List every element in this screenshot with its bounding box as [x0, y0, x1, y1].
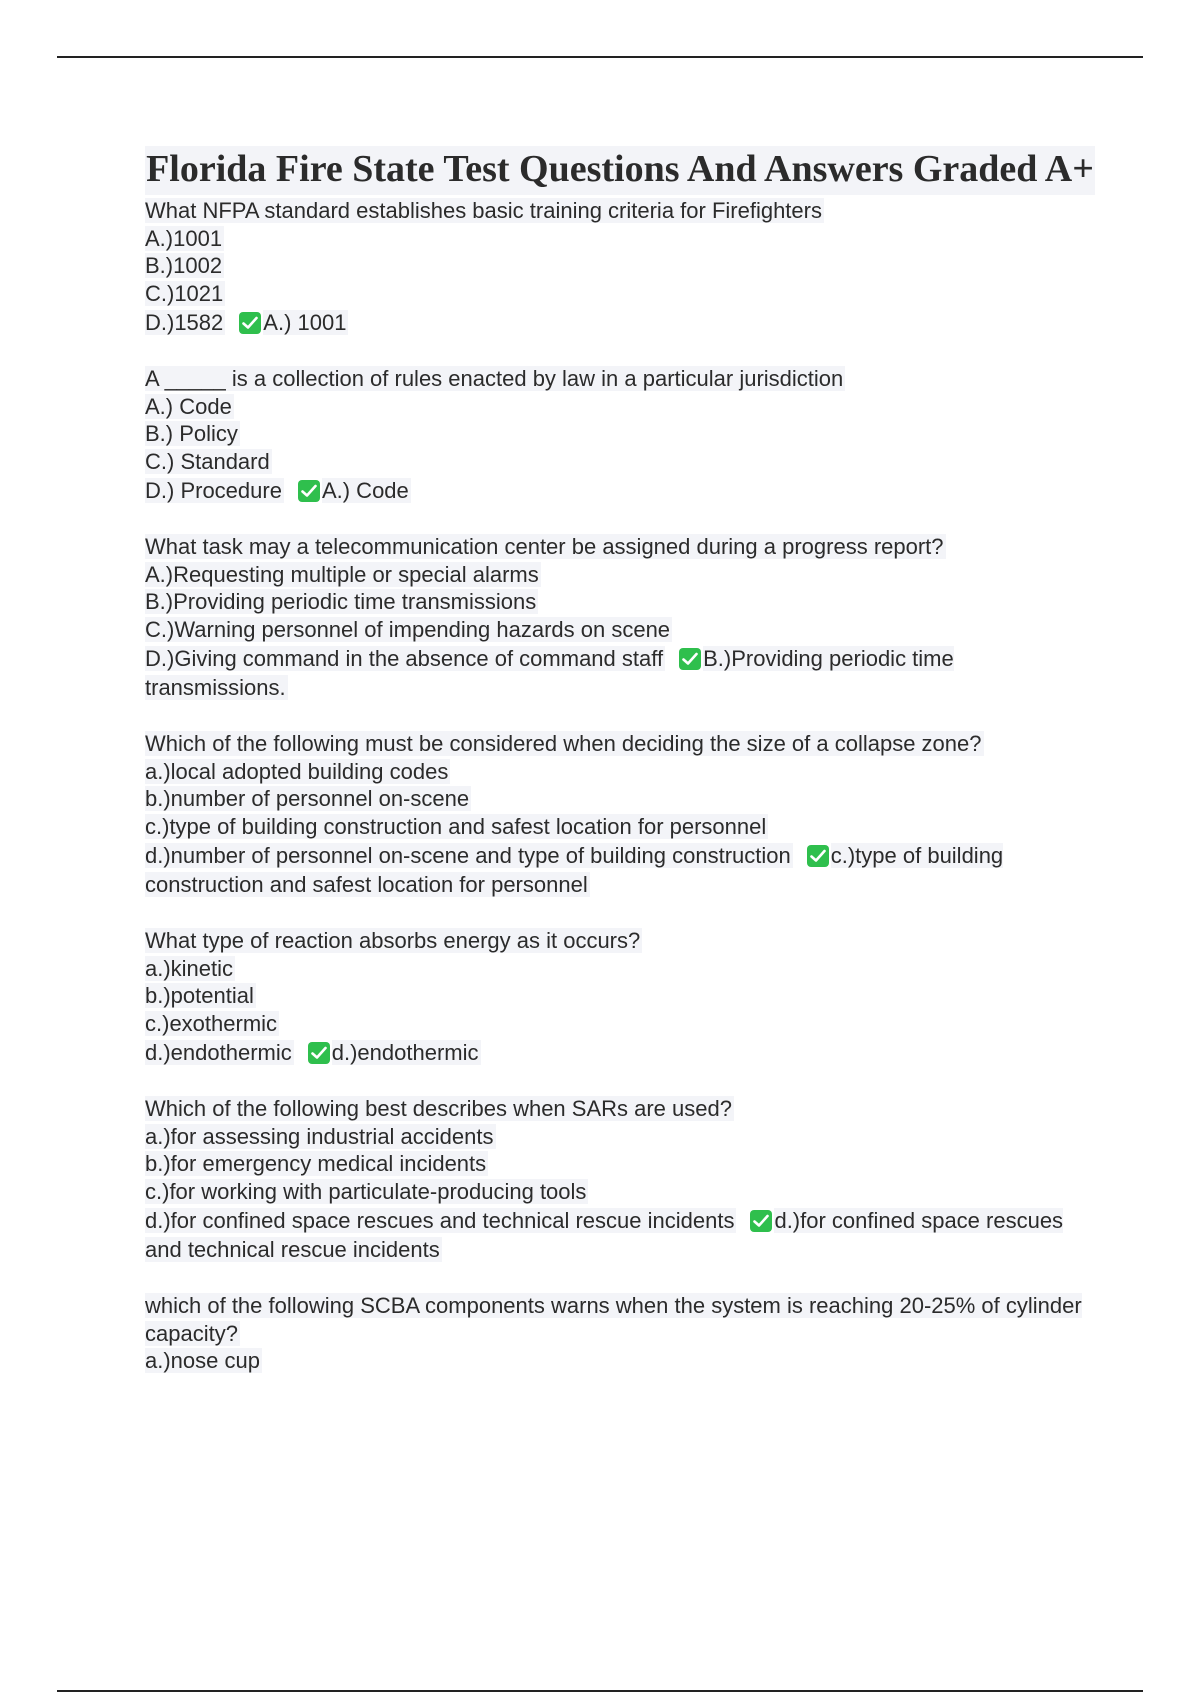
option-item: D.)1582: [145, 310, 224, 335]
title-block: [145, 146, 1095, 195]
option-item: C.)Warning personnel of impending hazards on scene: [145, 616, 671, 642]
bottom-rule: [57, 1690, 1143, 1692]
question-list: [145, 197, 1095, 1264]
option-item: c.)type of building construction and safest location for personnel: [145, 813, 767, 839]
option-answer-line: [145, 308, 1095, 337]
top-rule: [57, 56, 1143, 58]
question-prompt: What task may a telecommunication center be assigned during a progress report?: [145, 534, 944, 559]
question-partial: [145, 1292, 1095, 1375]
option-item: c.)exothermic: [145, 1010, 278, 1036]
question-prompt: Which of the following must be considered when deciding the size of a collapse zone?: [145, 731, 982, 756]
answer-text: A.) 1001: [263, 310, 347, 335]
option-answer-line: [145, 476, 1095, 505]
option-item: b.)number of personnel on-scene: [145, 786, 470, 811]
check-mark-icon: [298, 480, 320, 502]
option-item: a.)nose cup: [145, 1348, 260, 1373]
question-prompt: which of the following SCBA components warns when the system is reaching 20-25% of cylinder capacity?: [145, 1293, 1082, 1346]
question-block: [145, 730, 1095, 899]
option-answer-line: [145, 841, 1095, 899]
option-item: B.) Policy: [145, 421, 238, 446]
option-item: b.)for emergency medical incidents: [145, 1151, 487, 1176]
check-mark-icon: [308, 1042, 330, 1064]
option-item: d.)number of personnel on-scene and type of building construction: [145, 843, 791, 868]
answer-text: B.)Providing periodic time transmissions.: [145, 646, 954, 700]
option-item: A.)Requesting multiple or special alarms: [145, 561, 539, 587]
question-prompt: Which of the following best describes when SARs are used?: [145, 1096, 732, 1121]
option-item: d.)for confined space rescues and technical rescue incidents: [145, 1208, 735, 1233]
question-prompt: What NFPA standard establishes basic training criteria for Firefighters: [145, 198, 822, 223]
option-item: D.) Procedure: [145, 478, 282, 503]
question-block: [145, 197, 1095, 337]
option-item: C.)1021: [145, 280, 224, 306]
answer-text: c.)type of building construction and safest location for personnel: [145, 843, 1004, 897]
option-item: a.)for assessing industrial accidents: [145, 1123, 494, 1149]
option-item: a.)local adopted building codes: [145, 758, 449, 784]
question-prompt: What type of reaction absorbs energy as it occurs?: [145, 928, 641, 953]
option-item: a.)kinetic: [145, 955, 234, 981]
answer-text: d.)for confined space rescues and technical rescue incidents: [145, 1208, 1064, 1262]
check-mark-icon: [750, 1210, 772, 1232]
option-item: b.)potential: [145, 983, 254, 1008]
option-item: A.)1001: [145, 225, 223, 251]
check-mark-icon: [239, 312, 261, 334]
option-item: B.)1002: [145, 253, 223, 278]
option-item: D.)Giving command in the absence of command staff: [145, 646, 664, 671]
document-page: [145, 146, 1095, 1403]
option-answer-line: [145, 1206, 1095, 1264]
option-item: C.) Standard: [145, 448, 270, 474]
option-answer-line: [145, 644, 1095, 702]
answer-text: A.) Code: [321, 478, 409, 503]
question-block: [145, 927, 1095, 1067]
option-item: B.)Providing periodic time transmissions: [145, 589, 537, 614]
option-item: A.) Code: [145, 393, 232, 419]
check-mark-icon: [807, 845, 829, 867]
check-mark-icon: [679, 648, 701, 670]
question-block: [145, 365, 1095, 505]
option-item: c.)for working with particulate-producing tools: [145, 1178, 587, 1204]
question-block: [145, 1095, 1095, 1264]
question-prompt: A _____ is a collection of rules enacted by law in a particular jurisdiction: [145, 366, 844, 391]
option-answer-line: [145, 1038, 1095, 1067]
option-item: d.)endothermic: [145, 1040, 292, 1065]
question-block: [145, 533, 1095, 702]
answer-text: d.)endothermic: [331, 1040, 479, 1065]
page-title: Florida Fire State Test Questions And Answers Graded A+: [146, 148, 1094, 190]
